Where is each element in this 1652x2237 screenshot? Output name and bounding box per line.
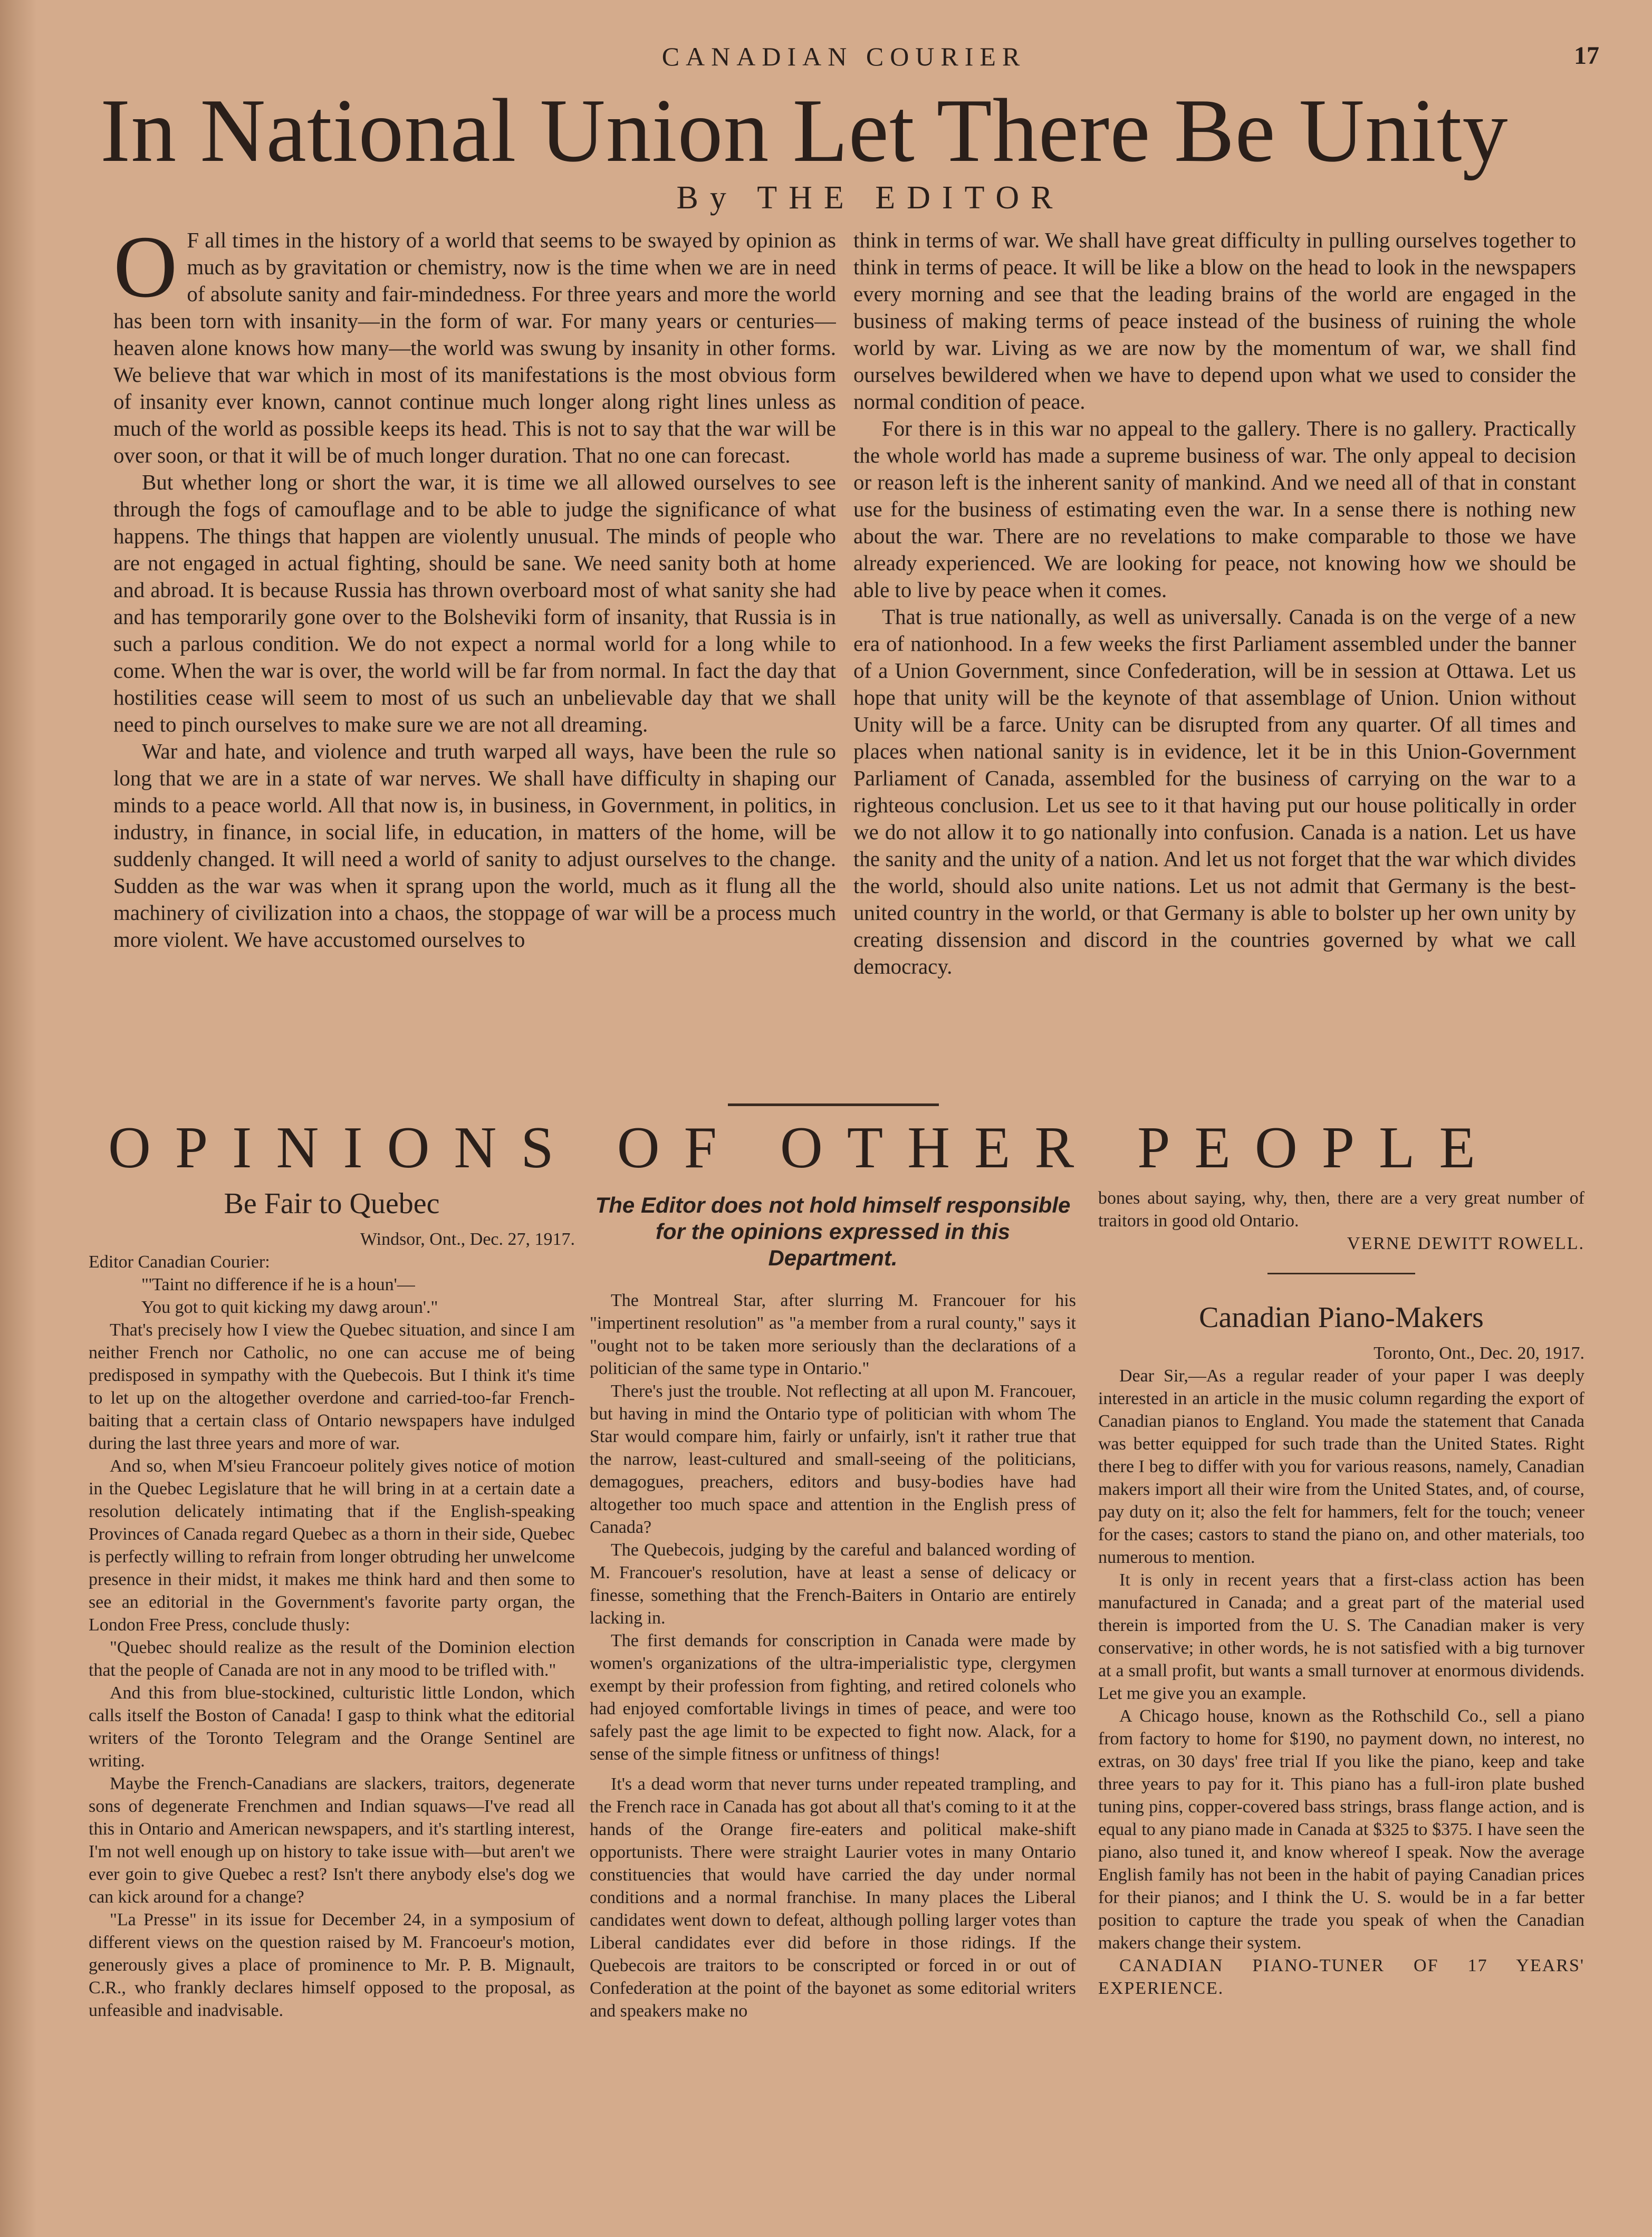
opinions-column-2 <box>590 1187 1076 2189</box>
letter-paragraph: And so, when M'sieu Francoeur politely gives notice of motion in the Quebec Legislature that he will bring in at a certain date a resolution delicately intimating that if the English-speaking Provinces of Canada regard Quebec as a thorn in their side, Quebec is perfectly willing to refrain from longer obtruding her unwelcome presence in their midst, it makes me think hard and then some to see an editorial in the Government's favorite party organ, the London Free Press, conclude thusly: <box>89 1456 575 1635</box>
editorial-byline: By THE EDITOR <box>676 180 1064 216</box>
letter-paragraph: It's a dead worm that never turns under repeated trampling, and the French race in Canada has got about all that's coming to it at the hands of the Orange fire-eaters and political make-shift opportunists. There were straight Laurier votes in many Ontario constituencies that would have carried the day under normal conditions and a normal franchise. In many places the Liberal candidates went down to defeat, although polling larger votes than Liberal candidates ever did before in those ridings. If the Quebecois are traitors to be conscripted or forced in or out of Confederation at the point of the bayonet as some editorial writers and speakers make no <box>590 1774 1076 2021</box>
editorial-paragraph: That is true nationally, as well as universally. Canada is on the verge of a new era of nationhood. In a few weeks the first Parliament assembled under the banner of a Union Government, since Confederation, will be in session at Ottawa. Let us hope that unity will be the keynote of that assemblage of Union. Union without Unity will be a farce. Unity can be disrupted from any quarter. Of all times and places when national sanity is in evidence, let it be in this Union-Government Parliament of Canada, assembled for the business of carrying on the war to a righteous conclusion. Let us see to it that having put our house politically in order we do not allow it to go nationally into confusion. Canada is a nation. Let us have the sanity and the unity of a nation. And let us not forget that the war which divides the world, should also unite nations. Let us not admit that Germany is the best-united country in the world, or that Germany is able to bolster up her own unity by creating dissension and discord in the countries governed by what we call democracy. <box>853 604 1576 978</box>
opinions-column-1 <box>89 1187 575 2189</box>
editorial-paragraph: War and hate, and violence and truth warped all ways, have been the rule so long that we are in a state of war nerves. We shall have difficulty in shaping our minds to a peace world. All that now is, in business, in Government, in politics, in industry, in finance, in social life, in education, in matters of the home, will be suddenly changed. It will need a world of sanity to adjust ourselves to the change. Sudden as the war was when it sprang upon the world, much as it flung all the machinery of civilization into a chaos, the stoppage of war will be a process much more violent. We have accustomed ourselves to <box>113 739 836 952</box>
editorial-paragraph: think in terms of war. We shall have great difficulty in pulling ourselves together to think in terms of peace. It will be like a blow on the head to look in the newspapers every morning and see that the leading brains of the world are engaged in the business of making terms of peace instead of the business of ruining the whole world by war. Living as we are now by the momentum of war, we shall find ourselves bewildered when we have to depend upon what we used to consider the normal condition of peace. <box>853 228 1576 414</box>
running-head: CANADIAN COURIER <box>661 42 1026 71</box>
letter-paragraph: Dear Sir,—As a regular reader of your paper I was deeply interested in an article in the music column regarding the export of Canadian pianos to England. You made the statement that Canada was better equipped for such trade than the United States. Right there I beg to differ with you for various reasons, namely, Canadian makers import all their wire from the United States, and, of course, pay duty on it; also the felt for hammers, felt for the touch; veneer for the cases; castors to stand the piano on, and other materials, too numerous to mention. <box>1098 1366 1584 1567</box>
letter-paragraph: The first demands for conscription in Canada were made by women's organizations of the ultra-imperialistic type, clergymen exempt by their profession from fighting, and retired colonels who had enjoyed comfortable livings in times of peace, and were too safely past the age limit to be expected to fight now. Alack, for a sense of the simple fitness or unfitness of things! <box>590 1631 1076 1764</box>
page-number: 17 <box>1574 42 1599 70</box>
section-divider <box>728 1103 939 1106</box>
letter-verse-line: "'Taint no difference if he is a houn'— <box>141 1275 415 1294</box>
letter-paragraph: And this from blue-stockined, culturistic little London, which calls itself the Boston of Canada! I gasp to think what the editorial writers of the Toronto Telegram and the Orange Sentinel are writing. <box>89 1683 575 1771</box>
letter-title: Be Fair to Quebec <box>224 1187 440 1220</box>
letter-paragraph: "Quebec should realize as the result of the Dominion election that the people of Canada are not in any mood to be trifled with." <box>89 1638 575 1680</box>
letter-paragraph: That's precisely how I view the Quebec situation, and since I am neither French nor Catholic, no one can accuse me of being predisposed in sympathy with the Quebecois. But I think it's time to let up on the altogether overdone and carried-too-far French-baiting that a certain class of Ontario newspapers have indulged during the last three years and more of war. <box>89 1320 575 1453</box>
letter-signature: CANADIAN PIANO-TUNER OF 17 YEARS' EXPERIENCE. <box>1098 1956 1584 1998</box>
paragraph-gap <box>590 1765 1076 1773</box>
letter-paragraph: It is only in recent years that a first-class action has been manufactured in Canada; and a great part of the material used therein is imported from the U. S. The Canadian maker is very conservative; in other words, he is not satisfied with a big turnover at a small profit, but wants a small turnover at enormous dividends. Let me give you an example. <box>1098 1570 1584 1703</box>
letter-signature: VERNE DEWITT ROWELL. <box>1347 1234 1584 1253</box>
letter-salutation: Editor Canadian Courier: <box>89 1252 270 1272</box>
letter-verse-line: You got to quit kicking my dawg aroun'." <box>141 1298 438 1317</box>
letter-dateline: Windsor, Ont., Dec. 27, 1917. <box>360 1230 575 1249</box>
editorial-headline: In National Union Let There Be Unity <box>100 81 1509 181</box>
letter-divider <box>1267 1273 1415 1274</box>
letter-paragraph: The Montreal Star, after slurring M. Francouer for his "impertinent resolution" as "a member from a rural county," says it "ought not to be taken more seriously than the declarations of a politician of the same type in Ontario." <box>590 1291 1076 1378</box>
letter-paragraph: "La Presse" in its issue for December 24, in a symposium of different views on the question raised by M. Francoeur's motion, generously gives a place of prominence to Mr. P. B. Mignault, C.R., who frankly declares himself opposed to the proposal, as unfeasible and inadvisable. <box>89 1910 575 2020</box>
letter-paragraph: There's just the trouble. Not reflecting at all upon M. Francouer, but having in mind the Ontario type of politician with whom The Star would compare him, fairly or unfairly, isn't it rather true that the narrow, least-cultured and small-seeing of the politicians, demagogues, preachers, editors and busy-bodies have had altogether too much space and attention in the English press of Canada? <box>590 1381 1076 1537</box>
editor-disclaimer: The Editor does not hold himself responsible for the opinions expressed in this Department. <box>595 1193 1071 1270</box>
drop-cap: O <box>113 227 178 316</box>
letter-paragraph: bones about saying, why, then, there are a very great number of traitors in good old Ontario. <box>1098 1188 1584 1231</box>
letter-dateline: Toronto, Ont., Dec. 20, 1917. <box>1374 1343 1584 1363</box>
editorial-column-left <box>113 227 836 1092</box>
letter-paragraph: Maybe the French-Canadians are slackers, traitors, degenerate sons of degenerate Frenchmen and Indian squaws—I've read all this in Ontario and American newspapers, and it's startling interest, I'm not well enough up on history to take issue with—but aren't we ever goin to give Quebec a rest? Isn't there anybody else's dog we can kick around for a change? <box>89 1774 575 1907</box>
letter-title: Canadian Piano-Makers <box>1199 1301 1484 1334</box>
letter-paragraph: The Quebecois, judging by the careful and balanced wording of M. Francouer's resolution, have at least a sense of delicacy or finesse, something that the French-Baiters in Ontario are entirely lacking in. <box>590 1540 1076 1628</box>
editorial-paragraph: But whether long or short the war, it is time we all allowed ourselves to see through the fogs of camouflage and to be able to judge the significance of what happens. The things that happen are violently unusual. The minds of people who are not engaged in actual fighting, should be sane. We need sanity both at home and abroad. It is because Russia has thrown overboard most of what sanity she had and has temporarily gone over to the Bolsheviki form of insanity, that Russia is in such a parlous condition. We do not expect a normal world for a long while to come. When the war is over, the world will be far from normal. In fact the day that hostilities cease will seem to most of us such an unbelievable day that we shall need to pinch ourselves to make sure we are not all dreaming. <box>113 470 836 736</box>
section-title: OPINIONS OF OTHER PEOPLE <box>108 1115 1500 1180</box>
opinions-column-3 <box>1098 1187 1584 2189</box>
editorial-column-right <box>853 227 1576 1092</box>
editorial-paragraph: O F all times in the history of a world that seems to be swayed by opinion as much as by gravitation or chemistry, now is the time when we are in need of absolute sanity and fair-mindedness. For three years and more the world has been torn with insanity—in the form of war. For many years or centuries—heaven alone knows how many—the world was swung by insanity in other forms. We believe that war which in most of its manifestations is the most obvious form of insanity ever known, cannot continue much longer along right lines unless as much of the world as possible keeps its head. This is not to say that the war will be over soon, or that it will be of much longer duration. That no one can forecast. <box>113 227 836 467</box>
editorial-paragraph: For there is in this war no appeal to the gallery. There is no gallery. Practically the whole world has made a supreme business of war. The only appeal to decision or reason left is the inherent sanity of mankind. And we need all of that in constant use for the business of estimating even the war. In a sense there is nothing new about the war. There are no revelations to make comparable to those we have already experienced. We are looking for peace, not knowing how we should be able to live by peace when it comes. <box>853 416 1576 602</box>
letter-paragraph: A Chicago house, known as the Rothschild Co., sell a piano from factory to home for $190, no payment down, no interest, no extras, on 30 days' free trial If you like the piano, keep and take three years to pay for it. This piano has a full-iron plate bushed tuning pins, copper-covered bass strings, brass flange action, and is equal to any piano made in Canada at $325 to $375. I have seen the piano, also tuned it, and know whereof I speak. Now the average English family has not been in the habit of paying Canadian prices for their pianos; and I think the U. S. would be in a far better position to capture the trade you speak of when the Canadian makers change their system. <box>1098 1706 1584 1953</box>
